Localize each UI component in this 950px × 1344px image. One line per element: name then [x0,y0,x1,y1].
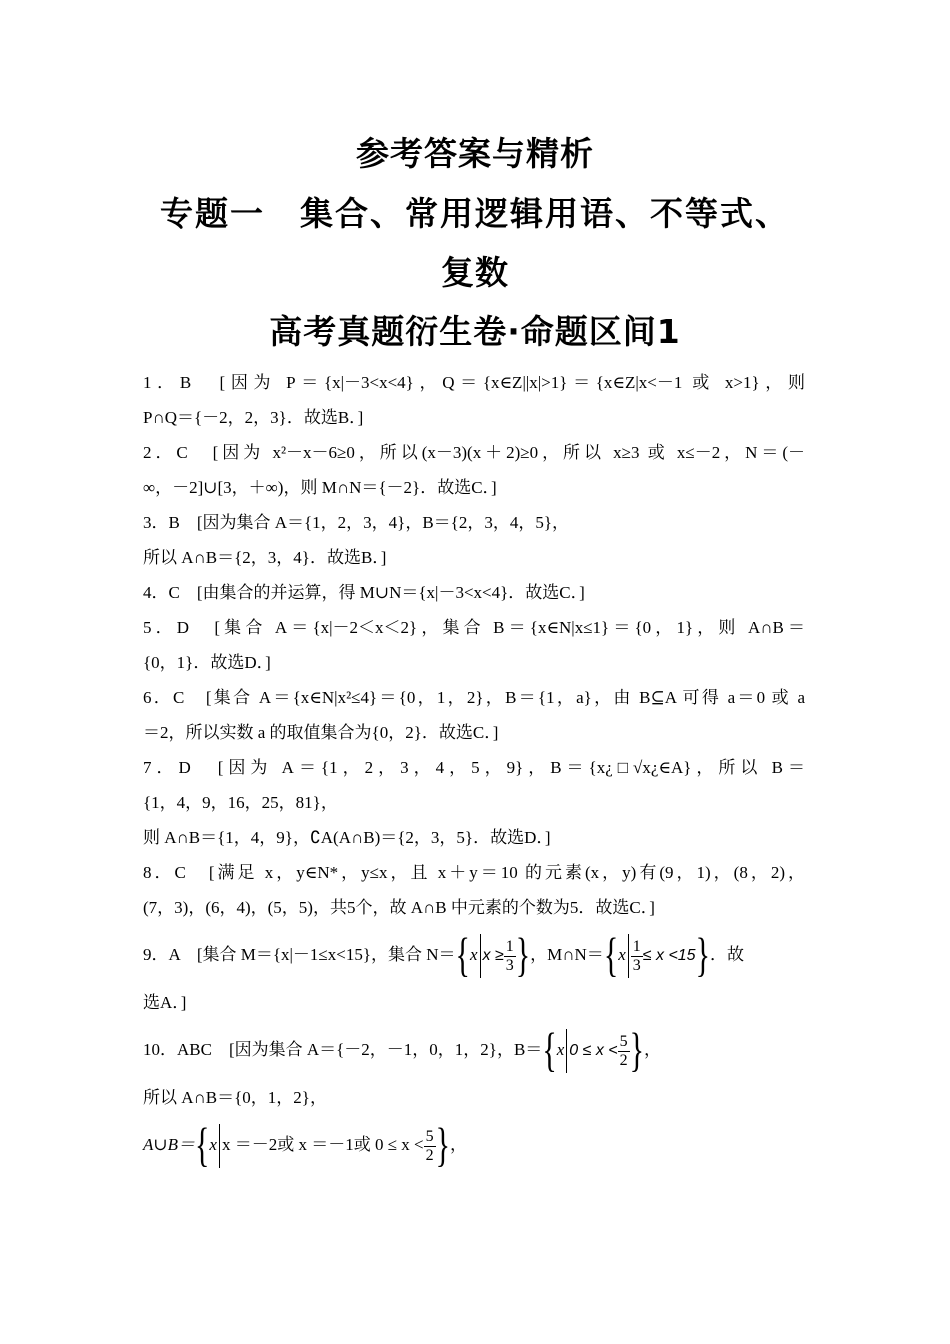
left-brace: { [542,1023,557,1077]
q1-line2: P∩Q＝{－2，2，3}．故选B．] [143,408,364,427]
set-divider [219,1124,220,1168]
q7-line1: 7．D [因为 A＝{1，2，3，4，5，9}，B＝{x¿□√x¿∈A}，所以 B＝ [143,758,805,777]
chapter-title-line2: 复数 [441,253,509,292]
q1-line1: 1．B [因为 P＝{x|－3<x<4}，Q＝{x∈Z||x|>1}＝{x∈Z|x<－1 或 x>1}，则 [143,373,805,392]
fraction-denominator: 2 [425,1146,434,1164]
set-divider [628,934,629,978]
q4-line1: 4．C [由集合的并运算，得 M∪N＝{x|－3<x<4}．故选C．] [143,583,585,602]
q10-text-d: ， [450,1135,468,1154]
chapter-title-line1: 专题一 集合、常用逻辑用语、不等式、 [160,194,790,233]
set-variable: x [556,1040,565,1059]
set-divider [566,1029,567,1073]
right-brace: } [435,1118,451,1172]
fraction-denominator: 3 [505,956,514,974]
q9-text-c: ．故 [709,945,744,964]
fraction-denominator: 3 [632,956,641,974]
fraction [618,1033,630,1070]
set-condition: 0 ≤ x < [569,1042,618,1059]
set-variable: x [469,945,478,964]
set-variable: x [618,945,626,964]
q7-line3: 则 A∩B＝{1，4，9}，∁A(A∩B)＝{2，3，5}．故选D．] [143,828,551,847]
fraction-numerator: 1 [632,937,641,955]
q7-line2: {1，4，9，16，25，81}， [143,793,338,812]
page-title: 参考答案与精析 [356,134,594,173]
q10-text-b: ， [644,1040,662,1059]
q10-line1 [143,1020,805,1080]
q9-text-a: 9．A [集合 M＝{x|－1≤x<15}，集合 N＝ [143,945,456,964]
fraction [631,938,643,975]
q6-line1: 6．C [集合 A＝{x∈N|x²≤4}＝{0，1，2}，B＝{1，a}，由 B⊆A 可得 a＝0 或 a [143,688,805,707]
right-brace: } [515,928,531,982]
q8-line2: (7，3)，(6，4)，(5，5)，共5个，故 A∩B 中元素的个数为5．故选C．] [143,898,655,917]
fraction-numerator: 5 [425,1127,434,1145]
left-brace: { [195,1118,210,1172]
q10-line3 [143,1115,805,1175]
set-condition: x ＝－2或 x ＝－1或 0 ≤ x < [221,1135,424,1154]
section-title: 高考真题衍生卷·命题区间1 [269,312,681,351]
q10-line2: 所以 A∩B＝{0，1，2}， [143,1088,327,1107]
answer-list [143,365,805,1175]
q2-line1: 2．C [因为 x²－x－6≥0，所以(x－3)(x＋2)≥0，所以 x≥3 或 x≤－2，N＝(－ [143,443,805,462]
set-divider [480,934,481,978]
fraction [424,1128,436,1165]
q5-line2: {0，1}．故选D．] [143,653,271,672]
set-variable: x [209,1135,217,1154]
q6-line2: ＝2，所以实数 a 的取值集合为{0，2}．故选C．] [143,723,499,742]
q10-text-a: 10．ABC [因为集合 A＝{－2，－1，0，1，2}，B＝ [143,1040,543,1059]
fraction-denominator: 2 [619,1051,628,1069]
q9-line2: 选A．] [143,993,187,1012]
q8-line1: 8．C [满足 x，y∈N*，y≤x，且 x＋y＝10 的元素(x，y)有(9，1)，(8，2)， [143,863,805,882]
fraction-numerator: 1 [505,937,514,955]
set-condition: ≤ x <15 [642,947,696,964]
fraction [504,938,516,975]
q2-line2: ∞，－2]∪[3，＋∞)，则 M∩N＝{－2}．故选C．] [143,478,497,497]
fraction-numerator: 5 [619,1032,628,1050]
q9-text-b: ，M∩N＝ [530,945,604,964]
right-brace: } [695,928,710,982]
left-brace: { [603,928,619,982]
left-brace: { [455,928,470,982]
q10-text-c: A∪B＝ [143,1135,196,1154]
right-brace: } [629,1023,645,1077]
q3-line2: 所以 A∩B＝{2，3，4}．故选B．] [143,548,387,567]
set-condition: x ≥ [482,947,504,964]
q3-line1: 3．B [因为集合 A＝{1，2，3，4}，B＝{2，3，4，5}， [143,513,570,532]
q9-line1 [143,925,805,985]
q5-line1: 5．D [集合 A＝{x|－2＜x＜2}，集合 B＝{x∈N|x≤1}＝{0，1}，则 A∩B＝ [143,618,805,637]
